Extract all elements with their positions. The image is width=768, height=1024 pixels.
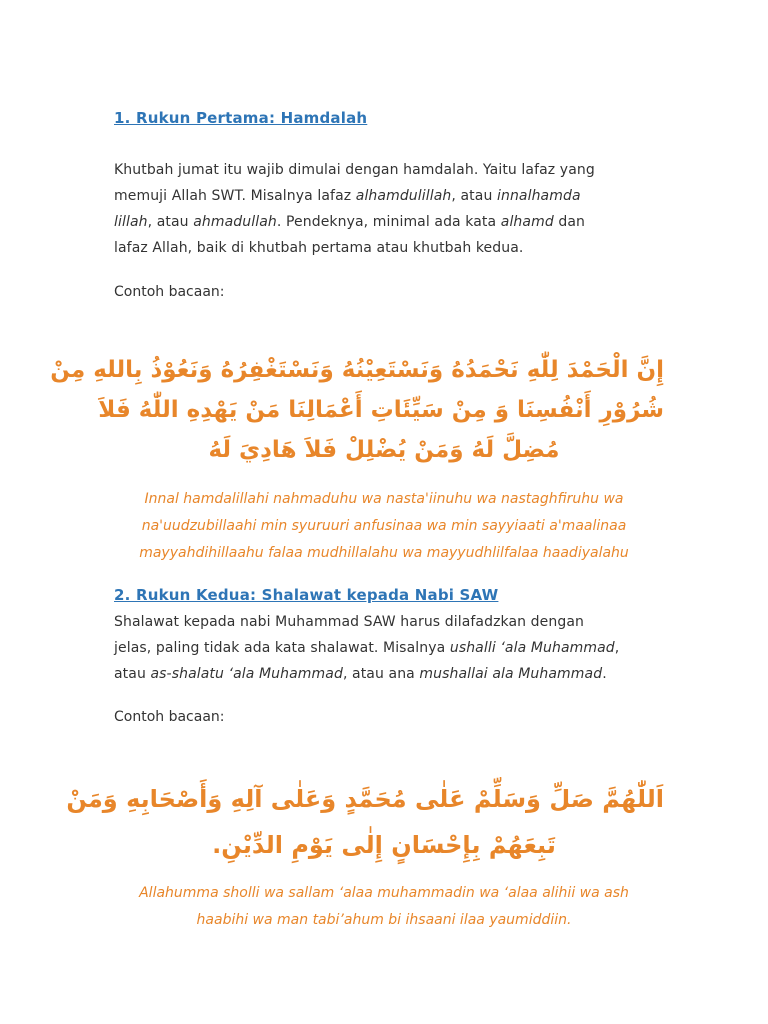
section1-example-label: Contoh bacaan: xyxy=(114,284,225,300)
section2-arabic-text xyxy=(66,776,664,868)
section1-heading: 1. Rukun Pertama: Hamdalah xyxy=(114,109,368,127)
translit-line: na'uudzubillaahi min syuruuri anfusinaa wa min sayyiaati a'maalinaa xyxy=(141,518,627,534)
translit-line: haabihi wa man tabi’ahum bi ihsaani ilaa yaumiddiin. xyxy=(196,912,572,928)
section2-line1: Shalawat kepada nabi Muhammad SAW harus dilafadzkan dengan xyxy=(114,614,584,630)
section2-line3: atau as-shalatu ‘ala Muhammad, atau ana mushallai ala Muhammad. xyxy=(114,666,607,682)
arabic-line: تَبِعَهُمْ بِإِحْسَانٍ إِلٰى يَوْمِ الدِّيْنِ. xyxy=(212,831,556,859)
section1-transliteration xyxy=(104,486,664,567)
translit-line: Innal hamdalillahi nahmaduhu wa nasta'iinuhu wa nastaghfiruhu wa xyxy=(144,491,624,507)
translit-line: Allahumma sholli wa sallam ‘alaa muhammadin wa ‘alaa alihii wa ash xyxy=(139,885,629,901)
section1-arabic-text xyxy=(50,350,664,470)
section1-line1: Khutbah jumat itu wajib dimulai dengan hamdalah. Yaitu lafaz yang xyxy=(114,162,595,178)
arabic-line: إِنَّ الْحَمْدَ لِلّٰهِ نَحْمَدُهُ وَنَسْتَعِيْنُهُ وَنَسْتَغْفِرُهُ وَنَعُوْذُ بِاللهِ مِنْ xyxy=(50,357,664,383)
section2-example-label: Contoh bacaan: xyxy=(114,709,225,725)
section2-body xyxy=(114,609,654,687)
section1-body xyxy=(114,157,654,261)
section1-line2: memuji Allah SWT. Misalnya lafaz alhamdulillah, atau innalhamda xyxy=(114,188,581,204)
section1-line4: lafaz Allah, baik di khutbah pertama atau khutbah kedua. xyxy=(114,240,524,256)
section2-line2: jelas, paling tidak ada kata shalawat. Misalnya ushalli ‘ala Muhammad, xyxy=(114,640,620,656)
arabic-line: اَللّٰهُمَّ صَلِّ وَسَلِّمْ عَلٰى مُحَمَّدٍ وَعَلٰى آلِهِ وَأَصْحَابِهِ وَمَنْ xyxy=(66,785,664,813)
arabic-line: شُرُوْرِ أَنْفُسِنَا وَ مِنْ سَيِّئَاتِ أَعْمَالِنَا مَنْ يَهْدِهِ اللّٰهُ فَلاَ xyxy=(98,397,664,423)
section1-line3: lillah, atau ahmadullah. Pendeknya, minimal ada kata alhamd dan xyxy=(114,214,586,230)
translit-line: mayyahdihillaahu falaa mudhillalahu wa mayyudhlilfalaa haadiyalahu xyxy=(139,545,629,561)
section2-transliteration xyxy=(104,880,664,934)
section2-heading: 2. Rukun Kedua: Shalawat kepada Nabi SAW xyxy=(114,586,499,604)
arabic-line: مُضِلَّ لَهُ وَمَنْ يُضْلِلْ فَلاَ هَادِيَ لَهُ xyxy=(208,437,560,463)
